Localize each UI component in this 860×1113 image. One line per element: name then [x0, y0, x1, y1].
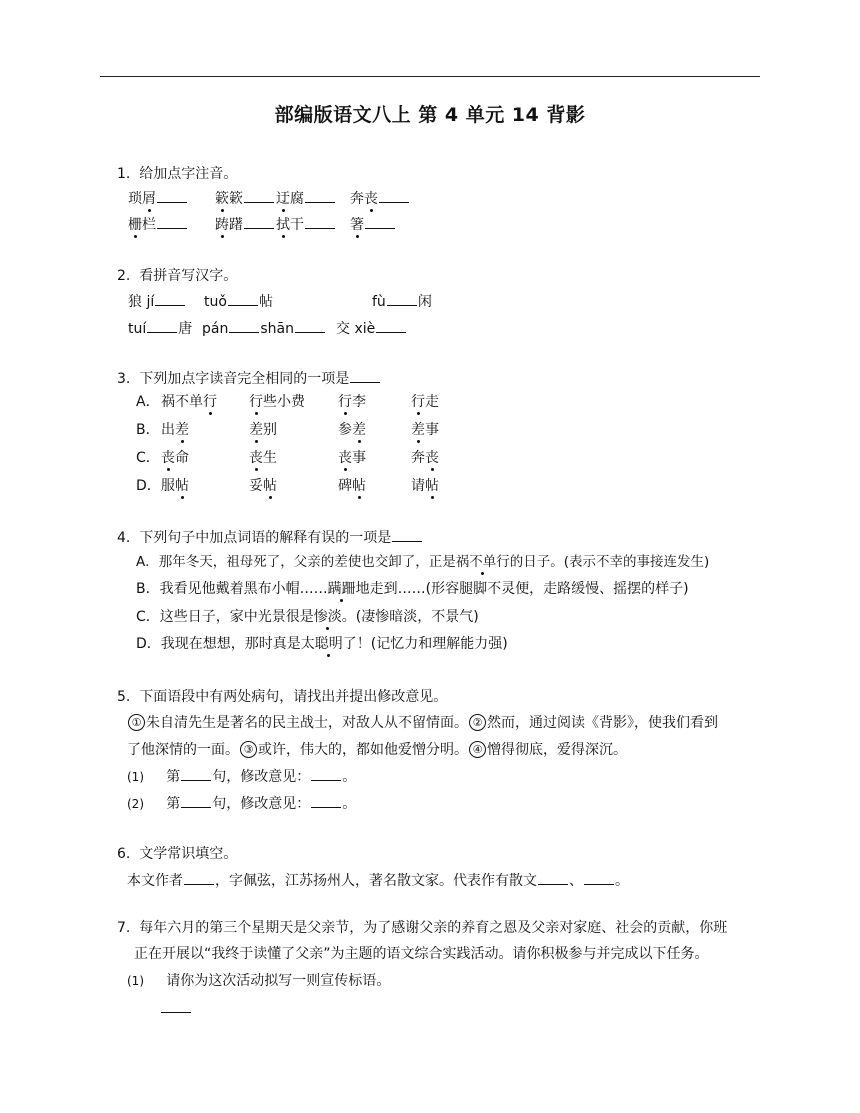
- q1-item: 簌簌: [215, 188, 275, 209]
- q2-item: tuǒ 帖: [204, 291, 273, 312]
- q5-sub-2: (2) 第 句，修改意见： 。: [127, 793, 356, 814]
- sentence-number: ④: [469, 741, 486, 758]
- q3-option-word: 丧生: [249, 450, 277, 466]
- answer-blank[interactable]: [157, 214, 187, 229]
- q7-stem-line-2: 正在开展以“我终于读懂了父亲”为主题的语文综合实践活动。请你积极参与并完成以下任务。: [134, 946, 709, 962]
- q5-stem: 5. 下面语段中有两处病句，请找出并提出修改意见。: [117, 689, 448, 705]
- q7-sub-1: (1) 请你为这次活动拟写一则宣传标语。: [127, 973, 391, 989]
- q1-item: 拭干: [276, 214, 336, 235]
- q4-option-b[interactable]: B．我看见他戴着黑布小帽……蹒跚地走到……(形容腿脚不灵便，走路缓慢、摇摆的样子): [136, 581, 689, 597]
- answer-blank[interactable]: [305, 188, 335, 203]
- q3-option-word: 请帖: [411, 478, 439, 494]
- q4-option-a[interactable]: A．那年冬天，祖母死了，父亲的差使也交卸了，正是祸不单行的日子。(表示不幸的事接连发生): [136, 554, 710, 570]
- q3-option-word: 行些小费: [249, 394, 305, 410]
- answer-blank[interactable]: [295, 318, 325, 333]
- page-title: 部编版语文八上 第 4 单元 14 背影: [274, 104, 586, 126]
- answer-blank[interactable]: [376, 318, 406, 333]
- q5-passage-line-1: ① 朱自清先生是著名的民主战士，对敌人从不留情面。 ② 然而，通过阅读《背影》，使我们看到: [127, 713, 718, 733]
- answer-blank[interactable]: [311, 766, 341, 781]
- answer-blank[interactable]: [350, 368, 380, 383]
- answer-blank[interactable]: [181, 793, 211, 808]
- answer-blank[interactable]: [244, 188, 274, 203]
- answer-blank[interactable]: [155, 291, 185, 306]
- q1-item: 奔丧: [350, 188, 410, 209]
- answer-blank[interactable]: [392, 527, 422, 542]
- q3-option-label[interactable]: A．: [136, 394, 160, 410]
- q4-option-d[interactable]: D．我现在想想，那时真是太聪明了！(记忆力和理解能力强): [136, 636, 508, 652]
- answer-blank[interactable]: [387, 291, 417, 306]
- q3-option-word: 参差: [338, 422, 366, 438]
- q1-item: 琐屑: [128, 188, 188, 209]
- q2-item: pán shān: [202, 318, 326, 339]
- answer-blank[interactable]: [244, 214, 274, 229]
- q3-option-label[interactable]: C．: [136, 450, 160, 466]
- answer-blank[interactable]: [228, 291, 258, 306]
- q1-stem: 1. 给加点字注音。: [117, 166, 238, 182]
- q7-answer-line[interactable]: [160, 998, 192, 1019]
- q3-option-word: 奔丧: [411, 450, 439, 466]
- answer-blank[interactable]: [305, 214, 335, 229]
- q1-item: 栅栏: [128, 214, 188, 235]
- q3-option-word: 丧事: [338, 450, 366, 466]
- answer-blank[interactable]: [584, 870, 614, 885]
- answer-blank[interactable]: [157, 188, 187, 203]
- q1-item: 迂腐: [276, 188, 336, 209]
- answer-blank[interactable]: [229, 318, 259, 333]
- q2-item: 交 xiè: [336, 318, 407, 339]
- sentence-number: ③: [240, 741, 257, 758]
- q3-option-word: 祸不单行: [161, 394, 217, 410]
- q3-stem: 3. 下列加点字读音完全相同的一项是: [117, 368, 381, 389]
- q1-item: 踌躇: [215, 214, 275, 235]
- q3-option-word: 差别: [249, 422, 277, 438]
- q3-option-word: 妥帖: [249, 478, 277, 494]
- q6-body: 本文作者 ，字佩弦，江苏扬州人，著名散文家。代表作有散文 、 。: [127, 870, 629, 891]
- q3-option-word: 丧命: [161, 450, 189, 466]
- answer-blank[interactable]: [538, 870, 568, 885]
- q4-option-c[interactable]: C．这些日子，家中光景很是惨淡。(凄惨暗淡，不景气): [136, 609, 479, 625]
- q3-option-word: 行李: [338, 394, 366, 410]
- q2-stem: 2. 看拼音写汉字。: [117, 268, 238, 284]
- answer-blank[interactable]: [311, 793, 341, 808]
- q2-item: 狼 jí: [128, 291, 186, 312]
- header-rule: [100, 76, 760, 77]
- q4-stem: 4. 下列句子中加点词语的解释有误的一项是: [117, 527, 423, 548]
- q3-option-label[interactable]: D．: [136, 478, 161, 494]
- answer-blank[interactable]: [365, 214, 395, 229]
- q3-option-word: 差事: [411, 422, 439, 438]
- q2-item: tuí 唐: [128, 318, 192, 339]
- q5-passage-line-2: 了他深情的一面。 ③ 或许，伟大的，都如他爱憎分明。 ④ 憎得彻底，爱得深沉。: [127, 742, 627, 758]
- q3-option-word: 出差: [161, 422, 189, 438]
- answer-blank[interactable]: [184, 870, 214, 885]
- q7-stem-line-1: 7. 每年六月的第三个星期天是父亲节，为了感谢父亲的养育之恩及父亲对家庭、社会的贡献，你班: [117, 920, 728, 936]
- sentence-number: ①: [128, 714, 145, 731]
- q3-option-word: 行走: [411, 394, 439, 410]
- answer-blank[interactable]: [147, 318, 177, 333]
- q6-stem: 6. 文学常识填空。: [117, 846, 238, 862]
- sentence-number: ②: [469, 714, 486, 731]
- q3-option-word: 服帖: [161, 478, 189, 494]
- q5-sub-1: (1) 第 句，修改意见： 。: [127, 766, 356, 787]
- q1-item: 箸: [350, 214, 396, 235]
- q3-option-label[interactable]: B．: [136, 422, 160, 438]
- answer-blank[interactable]: [161, 998, 191, 1013]
- q3-option-word: 碑帖: [338, 478, 366, 494]
- q2-item: fù 闲: [372, 291, 432, 312]
- answer-blank[interactable]: [379, 188, 409, 203]
- answer-blank[interactable]: [181, 766, 211, 781]
